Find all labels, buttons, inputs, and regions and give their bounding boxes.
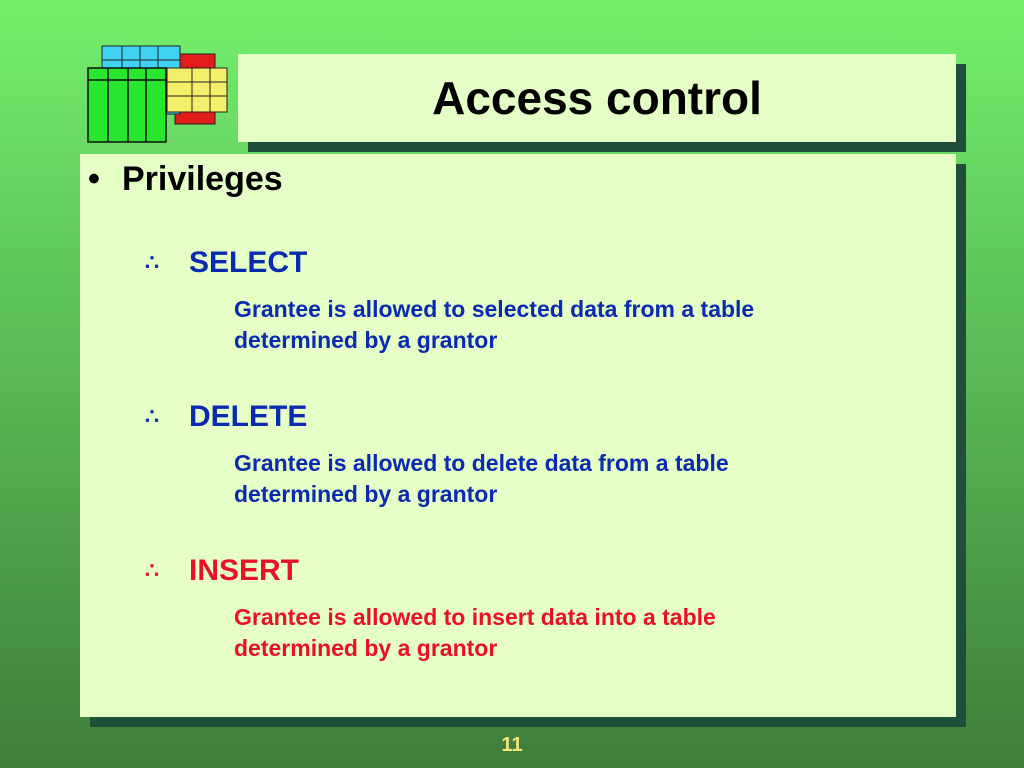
therefore-icon: ∴ (145, 250, 159, 276)
privilege-select-description (234, 294, 754, 356)
desc-line-2: determined by a grantor (234, 481, 498, 507)
therefore-icon: ∴ (145, 404, 159, 430)
desc-line-2: determined by a grantor (234, 327, 498, 353)
privileges-heading (88, 160, 283, 199)
privilege-select (145, 246, 307, 280)
desc-line-1: Grantee is allowed to insert data into a table (234, 604, 716, 630)
privilege-delete-description (234, 448, 729, 510)
privilege-label: SELECT (189, 246, 308, 279)
privilege-insert (145, 554, 299, 588)
privilege-delete (145, 400, 307, 434)
desc-line-1: Grantee is allowed to selected data from a table (234, 296, 755, 322)
stacked-tables-icon (82, 42, 232, 147)
therefore-icon: ∴ (145, 558, 159, 584)
privilege-label: DELETE (189, 400, 308, 433)
page-number: 11 (501, 734, 523, 756)
title-box (238, 54, 956, 142)
privilege-insert-description (234, 602, 716, 664)
bullet-icon: • (88, 160, 100, 198)
desc-line-1: Grantee is allowed to delete data from a table (234, 450, 729, 476)
desc-line-2: determined by a grantor (234, 635, 498, 661)
heading-text: Privileges (122, 160, 283, 198)
slide-title: Access control (432, 72, 762, 124)
privilege-label: INSERT (189, 554, 300, 587)
